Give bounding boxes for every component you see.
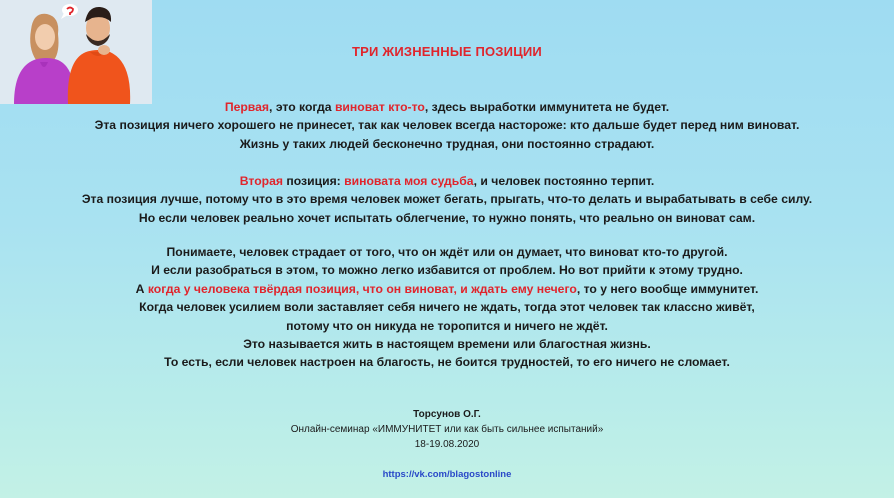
seminar-title: Онлайн-семинар «ИММУНИТЕТ или как быть сильнее испытаний» xyxy=(290,424,604,435)
highlight-text: Вторая xyxy=(239,174,283,188)
text-fragment: , и человек постоянно терпит. xyxy=(473,174,655,188)
highlight-text: виноват кто-то xyxy=(334,100,425,114)
text-fragment: , это когда xyxy=(269,100,335,114)
author-name: Торсунов О.Г. xyxy=(413,409,481,420)
text-line: Когда человек усилием воли заставляет себя ничего не ждать, тогда этот человек так классно живёт, xyxy=(139,300,755,315)
text-fragment: А xyxy=(135,281,148,296)
text-fragment: позиция: xyxy=(283,174,345,188)
text-line: Эта позиция ничего хорошего не принесет, так как человек всегда настороже: кто дальше будет перед ним виноват. xyxy=(94,118,800,133)
text-line xyxy=(0,172,894,190)
text-fragment: , то у него вообще иммунитет. xyxy=(576,281,759,296)
text-line: Понимаете, человек страдает от того, что он ждёт или он думает, что виноват кто-то другой. xyxy=(166,245,728,259)
text-line: И если разобраться в этом, то можно легко избавится от проблем. Но вот прийти к этому трудно. xyxy=(151,263,743,278)
highlight-text: Первая xyxy=(224,100,270,114)
text-line: Жизнь у таких людей бесконечно трудная, они постоянно страдают. xyxy=(239,136,655,151)
paragraph-second-position xyxy=(0,172,894,227)
text-line: Эта позиция лучше, потому что в это время человек может бегать, прыгать, что-то делать и вырабатывать в себе силу. xyxy=(81,192,813,207)
vk-link[interactable]: https://vk.com/blagostonline xyxy=(382,469,512,480)
text-line: Но если человек реально хочет испытать облегчение, то нужно понять, что реально он виноват сам. xyxy=(138,210,756,225)
seminar-dates: 18-19.08.2020 xyxy=(414,439,480,450)
text-line: Это называется жить в настоящем времени или благостная жизнь. xyxy=(243,337,651,352)
paragraph-third-position xyxy=(0,243,894,372)
text-fragment: , здесь выработки иммунитета не будет. xyxy=(424,100,670,114)
text-line: То есть, если человек настроен на благость, не боится трудностей, то его ничего не сломает. xyxy=(164,355,730,370)
page-title: ТРИ ЖИЗНЕННЫЕ ПОЗИЦИИ xyxy=(352,44,542,59)
text-line xyxy=(0,280,894,298)
paragraph-first-position xyxy=(0,98,894,153)
text-line: потому что он никуда не торопится и ничего не ждёт. xyxy=(286,318,608,333)
text-line xyxy=(0,98,894,116)
highlight-text: виновата моя судьба xyxy=(344,174,474,188)
highlight-text: когда у человека твёрдая позиция, что он виноват, и ждать ему нечего xyxy=(147,281,577,296)
